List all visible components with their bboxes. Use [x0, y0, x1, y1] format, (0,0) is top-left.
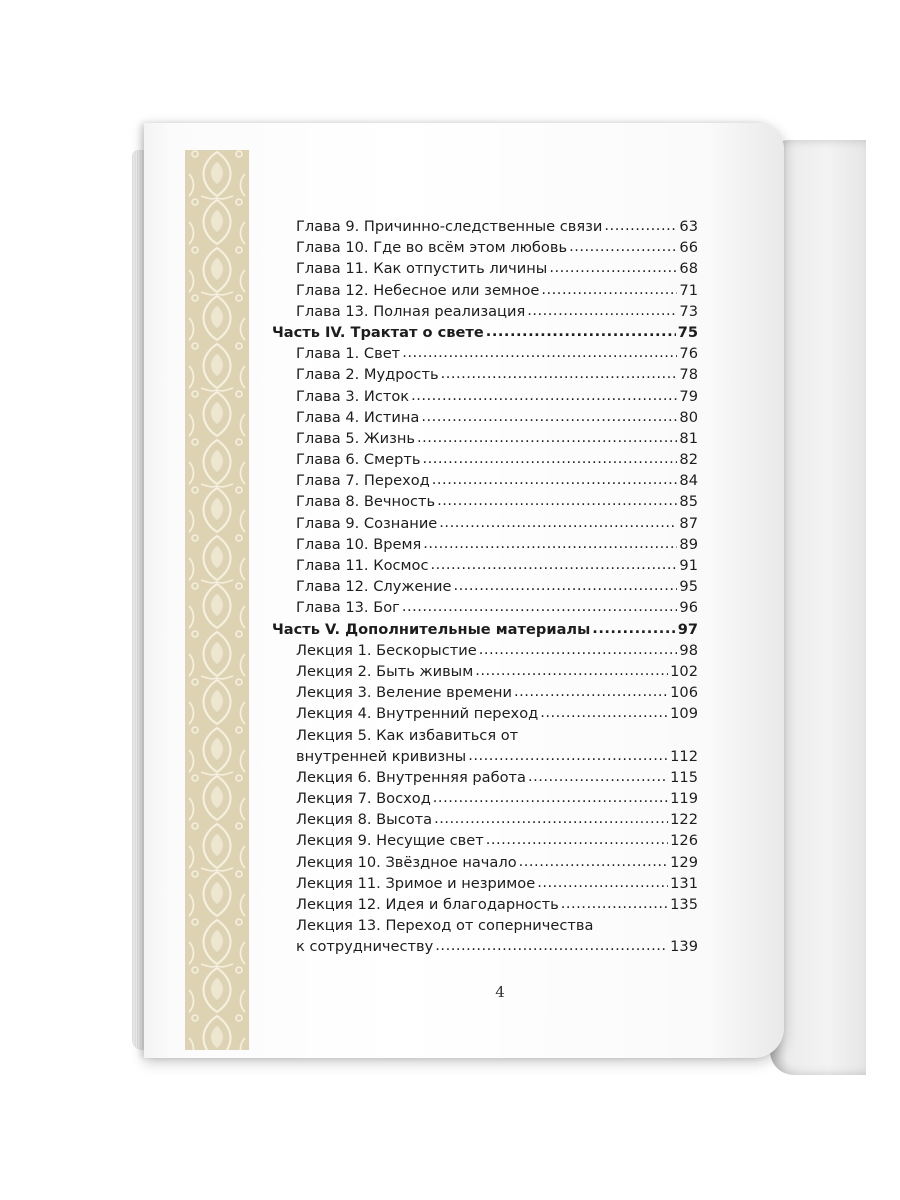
toc-entry-title: Лекция 2. Быть живым	[296, 662, 474, 680]
toc-entry-page: 63	[679, 218, 698, 235]
toc-entry-page: 85	[679, 493, 698, 511]
toc-entry-title: Глава 9. Сознание	[296, 514, 438, 532]
toc-entry-row	[272, 809, 698, 830]
toc-entry-title: Лекция 11. Зримое и незримое	[296, 874, 536, 892]
toc-entry-page: 66	[679, 239, 698, 257]
dot-leader	[402, 342, 677, 363]
toc-entry-title: Глава 3. Исток	[296, 387, 410, 405]
dot-leader	[527, 300, 677, 321]
toc-entry-row	[272, 280, 698, 301]
toc-entry-title: Лекция 9. Несущие свет	[296, 832, 484, 850]
dot-leader	[514, 681, 668, 702]
toc-entry-row	[272, 470, 698, 491]
toc-entry-title: Глава 13. Бог	[296, 599, 400, 617]
toc-entry-title: Лекция 6. Внутренняя работа	[296, 768, 526, 786]
toc-entry-row	[272, 513, 698, 534]
dot-leader	[549, 257, 677, 278]
facing-page-edge	[770, 140, 866, 1075]
toc-entry-row	[272, 936, 698, 957]
toc-entry-row	[272, 449, 698, 470]
dot-leader	[561, 893, 668, 914]
toc-entry-row	[272, 534, 698, 555]
toc-entry-title: Глава 11. Космос	[296, 557, 429, 574]
toc-entry-row	[272, 301, 698, 322]
toc-entry-title: Глава 7. Переход	[296, 472, 430, 490]
dot-leader	[540, 702, 668, 723]
dot-leader	[435, 935, 668, 956]
toc-entry-row	[272, 555, 698, 576]
toc-part-row	[272, 322, 698, 343]
dot-leader	[519, 851, 669, 872]
toc-entry-title: Глава 8. Вечность	[296, 493, 436, 511]
toc-entry-page: 97	[677, 620, 698, 638]
toc-entry-row	[272, 725, 698, 746]
toc-entry-title: Лекция 10. Звёздное начало	[296, 853, 517, 871]
toc-entry-title: Глава 9. Причинно-следственные связи	[296, 218, 603, 235]
toc-entry-row	[272, 407, 698, 428]
dot-leader	[479, 639, 678, 660]
toc-entry-title: Глава 1. Свет	[296, 345, 401, 363]
toc-entry-row	[272, 894, 698, 915]
dot-leader	[439, 512, 677, 533]
toc-entry-page: 115	[670, 768, 698, 786]
toc-entry-row	[272, 640, 698, 661]
toc-entry-page: 112	[670, 747, 698, 765]
dot-leader	[423, 533, 677, 554]
toc-entry-row	[272, 915, 698, 936]
toc-entry-title: Часть V. Дополнительные материалы	[272, 620, 591, 638]
toc-entry-row	[272, 216, 698, 237]
toc-entry-page: 78	[679, 366, 698, 384]
page-number: 4	[495, 983, 505, 1001]
dot-leader	[486, 829, 668, 850]
toc-entry-title: Глава 11. Как отпустить личины	[296, 260, 548, 278]
toc-entry-row	[272, 386, 698, 407]
dot-leader	[417, 427, 677, 448]
toc-entry-page: 135	[670, 896, 698, 913]
ornament-pattern-icon	[185, 150, 249, 1050]
toc-entry-title: Лекция 13. Переход от соперничества	[296, 917, 594, 935]
toc-entry-page: 109	[670, 705, 698, 723]
table-of-contents	[272, 216, 698, 958]
dot-leader	[541, 279, 677, 300]
toc-entry-page: 106	[670, 684, 698, 702]
dot-leader	[422, 448, 677, 469]
toc-part-row	[272, 619, 698, 640]
toc-entry-title: Часть IV. Трактат о свете	[272, 323, 484, 341]
toc-entry-page: 76	[679, 345, 698, 363]
dot-leader	[432, 469, 678, 490]
toc-entry-row	[272, 661, 698, 682]
toc-entry-title: Лекция 8. Высота	[296, 811, 433, 829]
toc-entry-page: 122	[670, 811, 698, 829]
dot-leader	[468, 745, 668, 766]
toc-entry-title: Лекция 5. Как избавиться от	[296, 726, 519, 744]
toc-entry-title: внутренней кривизны	[296, 747, 467, 765]
dot-leader	[475, 660, 668, 681]
toc-entry-title: Лекция 7. Восход	[296, 790, 431, 808]
toc-entry-page: 71	[679, 281, 698, 299]
toc-entry-page: 95	[679, 578, 698, 596]
toc-entry-title: Глава 13. Полная реализация	[296, 302, 526, 320]
toc-entry-row	[272, 746, 698, 767]
dot-leader	[411, 385, 677, 406]
dot-leader	[437, 490, 677, 511]
toc-entry-title: Глава 12. Небесное или земное	[296, 281, 540, 299]
dot-leader	[402, 596, 678, 617]
toc-entry-row	[272, 767, 698, 788]
toc-entry-title: Глава 4. Истина	[296, 408, 420, 426]
toc-entry-title: Лекция 1. Бескорыстие	[296, 641, 477, 659]
toc-entry-row	[272, 682, 698, 703]
dot-leader	[528, 766, 668, 787]
toc-entry-title: Глава 12. Служение	[296, 578, 452, 596]
toc-entry-row	[272, 576, 698, 597]
toc-entry-page: 139	[670, 938, 698, 956]
dot-leader	[433, 787, 668, 808]
toc-entry-row	[272, 703, 698, 724]
toc-entry-title: Лекция 3. Веление времени	[296, 684, 512, 702]
toc-entry-page: 89	[679, 535, 698, 553]
toc-entry-page: 96	[679, 599, 698, 617]
toc-entry-page: 82	[679, 451, 698, 469]
toc-entry-title: Глава 10. Где во всём этом любовь	[296, 239, 568, 257]
dot-leader	[569, 236, 677, 257]
toc-entry-page: 68	[679, 260, 698, 278]
toc-entry-page: 126	[670, 832, 698, 850]
dot-leader	[441, 363, 678, 384]
toc-entry-page: 73	[679, 302, 698, 320]
toc-entry-page: 79	[679, 387, 698, 405]
toc-entry-page: 129	[670, 853, 698, 871]
dot-leader	[454, 575, 678, 596]
toc-entry-title: Глава 10. Время	[296, 535, 422, 553]
toc-entry-title: к сотрудничеству	[296, 938, 434, 956]
dot-leader	[604, 215, 677, 236]
toc-entry-row	[272, 491, 698, 512]
toc-entry-row	[272, 428, 698, 449]
toc-entry-page: 98	[679, 641, 698, 659]
toc-entry-row	[272, 852, 698, 873]
toc-entry-row	[272, 364, 698, 385]
toc-entry-page: 81	[679, 429, 698, 447]
dot-leader	[592, 618, 675, 639]
ornament-border	[185, 150, 249, 1050]
toc-entry-row	[272, 873, 698, 894]
dot-leader	[434, 808, 668, 829]
toc-entry-page: 119	[670, 790, 698, 808]
dot-leader	[421, 406, 677, 427]
toc-entry-page: 75	[677, 323, 698, 341]
toc-entry-title: Лекция 4. Внутренний переход	[296, 705, 539, 723]
dot-leader	[537, 872, 668, 893]
toc-entry-row	[272, 597, 698, 618]
toc-entry-page: 87	[679, 514, 698, 532]
toc-entry-title: Глава 5. Жизнь	[296, 429, 416, 447]
toc-entry-row	[272, 237, 698, 258]
toc-entry-page: 102	[670, 662, 698, 680]
toc-entry-row	[272, 258, 698, 279]
toc-entry-page: 131	[670, 874, 698, 892]
toc-entry-title: Лекция 12. Идея и благодарность	[296, 896, 559, 913]
toc-entry-page: 84	[679, 472, 698, 490]
toc-entry-row	[272, 830, 698, 851]
toc-entry-page: 80	[679, 408, 698, 426]
dot-leader	[486, 321, 676, 342]
toc-entry-title: Глава 2. Мудрость	[296, 366, 439, 384]
toc-entry-page: 91	[679, 557, 698, 574]
toc-entry-title: Глава 6. Смерть	[296, 451, 421, 469]
toc-entry-row	[272, 343, 698, 364]
dot-leader	[430, 554, 677, 575]
toc-entry-row	[272, 788, 698, 809]
